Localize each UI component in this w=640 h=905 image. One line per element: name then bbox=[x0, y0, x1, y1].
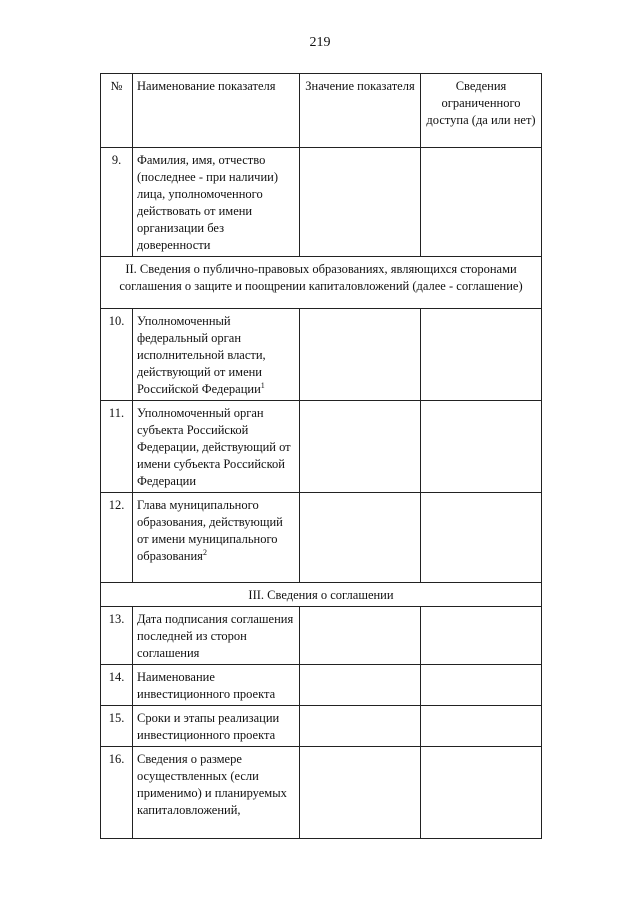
row-name bbox=[133, 309, 300, 401]
row-restricted-cell bbox=[421, 665, 542, 706]
section-title: III. Сведения о соглашении bbox=[101, 583, 542, 607]
row-restricted-cell bbox=[421, 309, 542, 401]
table-row-13 bbox=[101, 607, 542, 665]
row-number: 10. bbox=[101, 309, 133, 401]
row-name-text: Глава муниципального образования, действующий от имени муниципального образования bbox=[137, 498, 283, 563]
table-row-11 bbox=[101, 401, 542, 493]
row-name: Сведения о размере осуществленных (если применимо) и планируемых капиталовложений, bbox=[133, 747, 300, 839]
table-row-15 bbox=[101, 706, 542, 747]
row-name: Фамилия, имя, отчество (последнее - при наличии) лица, уполномоченного действовать от имени организации без доверенности bbox=[133, 148, 300, 257]
row-value-cell bbox=[300, 706, 421, 747]
header-restricted: Сведения ограниченного доступа (да или нет) bbox=[421, 74, 542, 148]
row-number: 15. bbox=[101, 706, 133, 747]
table-row-10 bbox=[101, 309, 542, 401]
row-value-cell bbox=[300, 401, 421, 493]
row-number: 11. bbox=[101, 401, 133, 493]
table-row-16 bbox=[101, 747, 542, 839]
row-restricted-cell bbox=[421, 148, 542, 257]
row-restricted-cell bbox=[421, 493, 542, 583]
row-name-text: Уполномоченный федеральный орган исполнительной власти, действующий от имени Российской Федерации bbox=[137, 314, 266, 396]
section-title: II. Сведения о публично-правовых образованиях, являющихся сторонами соглашения о защите и поощрении капиталовложений (далее - соглашение) bbox=[101, 257, 542, 309]
row-number: 14. bbox=[101, 665, 133, 706]
page-number: 219 bbox=[309, 35, 331, 50]
row-number: 13. bbox=[101, 607, 133, 665]
section-row-2 bbox=[101, 257, 542, 309]
row-name bbox=[133, 493, 300, 583]
header-value: Значение показателя bbox=[300, 74, 421, 148]
row-value-cell bbox=[300, 747, 421, 839]
row-value-cell bbox=[300, 309, 421, 401]
table-row-14 bbox=[101, 665, 542, 706]
row-restricted-cell bbox=[421, 401, 542, 493]
row-number: 9. bbox=[101, 148, 133, 257]
table-row-12 bbox=[101, 493, 542, 583]
footnote-mark: 2 bbox=[202, 547, 207, 557]
row-number: 16. bbox=[101, 747, 133, 839]
row-value-cell bbox=[300, 493, 421, 583]
table-header-row bbox=[101, 74, 542, 148]
row-restricted-cell bbox=[421, 706, 542, 747]
row-name: Дата подписания соглашения последней из сторон соглашения bbox=[133, 607, 300, 665]
row-number: 12. bbox=[101, 493, 133, 583]
row-value-cell bbox=[300, 665, 421, 706]
header-name: Наименование показателя bbox=[133, 74, 300, 148]
footnote-mark: 1 bbox=[260, 380, 265, 390]
section-row-3 bbox=[101, 583, 542, 607]
row-name: Уполномоченный орган субъекта Российской Федерации, действующий от имени субъекта Российской Федерации bbox=[133, 401, 300, 493]
row-value-cell bbox=[300, 607, 421, 665]
row-name: Наименование инвестиционного проекта bbox=[133, 665, 300, 706]
row-value-cell bbox=[300, 148, 421, 257]
row-name: Сроки и этапы реализации инвестиционного проекта bbox=[133, 706, 300, 747]
header-num: № bbox=[101, 74, 133, 148]
row-restricted-cell bbox=[421, 747, 542, 839]
row-restricted-cell bbox=[421, 607, 542, 665]
table-row-9 bbox=[101, 148, 542, 257]
indicators-table bbox=[100, 73, 542, 839]
